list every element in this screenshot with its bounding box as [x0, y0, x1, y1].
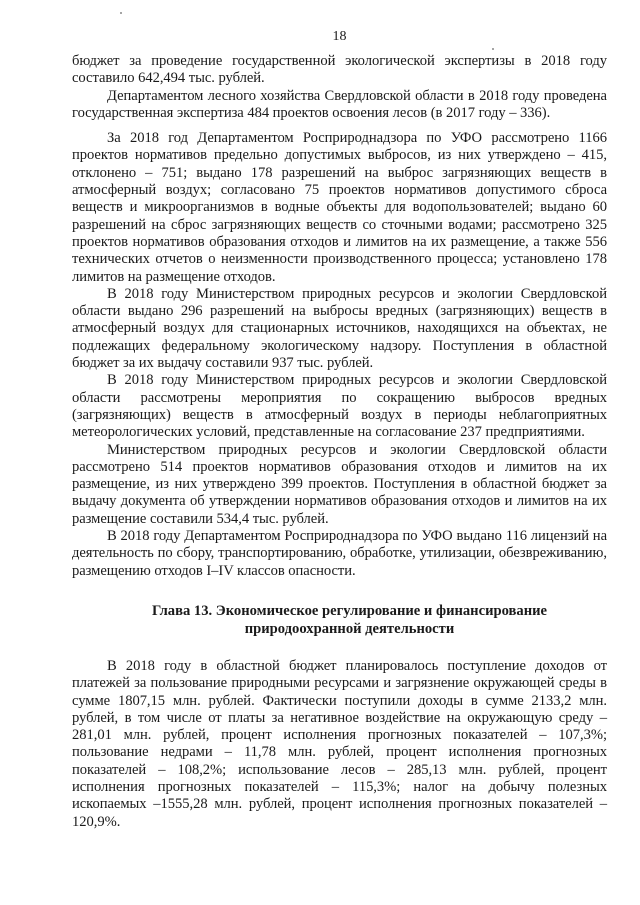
scan-speck	[120, 12, 122, 14]
chapter-heading	[102, 602, 597, 638]
chapter-heading-line-1: Глава 13. Экономическое регулирование и финансирование	[151, 602, 548, 619]
paragraph-forestry-expertise: Департаментом лесного хозяйства Свердловской области в 2018 году проведена государственная экспертиза 484 проектов освоения лесов (в 2017 году – 336).	[72, 87, 607, 121]
document-page	[72, 28, 607, 831]
page-number: 18	[332, 29, 347, 44]
paragraph-unfavorable-weather-measures: В 2018 году Министерством природных ресурсов и экологии Свердловской области рассмотрены мероприятия по сокращению выбросов вредных (загрязняющих) веществ в атмосферный воздух в периоды неблагоприятных метеорологических условий, представленные на согласование 237 предприятиями.	[72, 372, 607, 441]
paragraph-waste-licenses: В 2018 году Департаментом Росприроднадзора по УФО выдано 116 лицензий на деятельность по сбору, транспортированию, обработке, утилизации, обезвреживанию, размещению отходов I–IV классов опасности.	[72, 528, 607, 579]
paragraph-emission-permits: В 2018 году Министерством природных ресурсов и экологии Свердловской области выдано 296 разрешений на выбросы вредных (загрязняющих) веществ в атмосферный воздух для стационарных источников, находящихся на объектах, не подлежащих федеральному экологическому надзору. Поступления в областной бюджет за их выдачу составили 937 тыс. рублей.	[72, 285, 607, 372]
paragraph-waste-standards: Министерством природных ресурсов и экологии Свердловской области рассмотрено 514 проектов нормативов образования отходов и лимитов на их размещение, из них утверждено 399 проектов. Поступления в областной бюджет за выдачу документа об утверждении нормативов образования отходов и лимитов на их размещение составили 534,4 тыс. рублей.	[72, 441, 607, 527]
paragraph-expertise-budget: бюджет за проведение государственной экологической экспертизы в 2018 году составило 642,494 тыс. рублей.	[72, 53, 607, 87]
paragraph-budget-revenues: В 2018 году в областной бюджет планировалось поступление доходов от платежей за пользование природными ресурсами и загрязнение окружающей среды в сумме 1807,15 млн. рублей. Фактически поступили доходы в сумме 2133,2 млн. рублей, в том числе от платы за негативное воздействие на окружающую среду – 281,01 млн. рублей, процент исполнения прогнозных показателей – 107,3%; пользование недрами – 11,78 млн. рублей, процент исполнения прогнозных показателей – 108,2%; использование лесов – 285,13 млн. рублей, процент исполнения прогнозных показателей – 115,3%; налог на добычу полезных ископаемых –1555,28 млн. рублей, процент исполнения прогнозных показателей – 120,9%.	[72, 657, 607, 830]
chapter-heading-line-2: природоохранной деятельности	[244, 620, 455, 637]
paragraph-rosprirodnadzor-review: За 2018 год Департаментом Росприроднадзора по УФО рассмотрено 1166 проектов нормативов предельно допустимых выбросов, из них утверждено – 415, отклонено – 751; выдано 178 разрешений на выброс загрязняющих веществ в атмосферный воздух; согласовано 75 проектов нормативов допустимого сброса веществ и микроорганизмов в водные объекты для водопользователей; выдано 60 разрешений на сброс загрязняющих веществ со сточными водами; рассмотрено 325 проектов нормативов образования отходов и лимитов на их размещение, а также 556 технических отчетов о неизменности производственного процесса; установлено 178 лимитов на размещение отходов.	[72, 130, 607, 285]
